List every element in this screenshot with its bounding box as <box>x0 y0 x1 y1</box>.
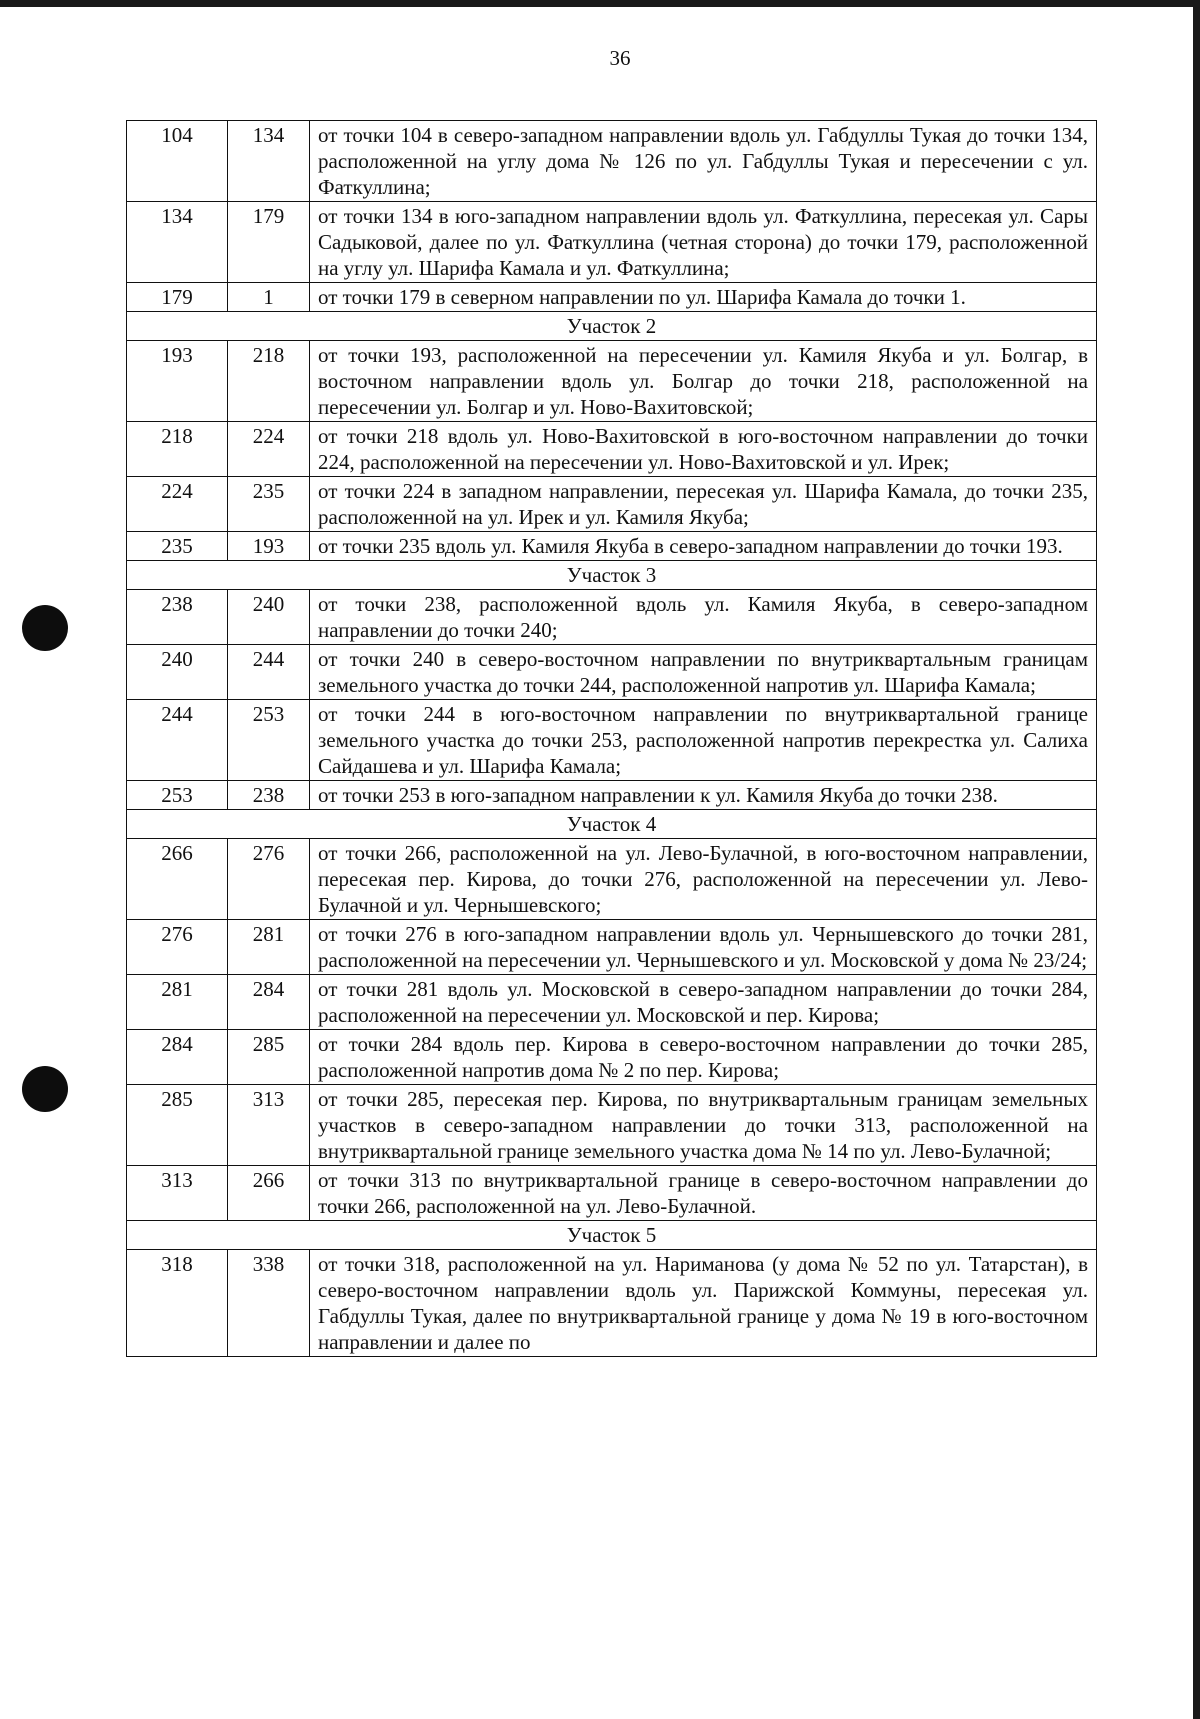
from-point-cell: 284 <box>127 1030 228 1085</box>
description-cell: от точки 224 в западном направлении, пересекая ул. Шарифа Камала, до точки 235, расположенной на ул. Ирек и ул. Камиля Якуба; <box>310 477 1097 532</box>
table-row <box>127 1085 1097 1166</box>
punch-hole-upper <box>22 605 68 651</box>
section-title: Участок 4 <box>127 810 1097 839</box>
description-cell: от точки 281 вдоль ул. Московской в северо-западном направлении до точки 284, расположенной на пересечении ул. Московской и пер. Кирова; <box>310 975 1097 1030</box>
to-point-cell: 338 <box>228 1250 310 1357</box>
description-cell: от точки 244 в юго-восточном направлении по внутриквартальной границе земельного участка до точки 253, расположенной напротив перекрестка ул. Салиха Сайдашева и ул. Шарифа Камала; <box>310 700 1097 781</box>
table-row <box>127 422 1097 477</box>
description-cell: от точки 284 вдоль пер. Кирова в северо-восточном направлении до точки 285, расположенной напротив дома № 2 по пер. Кирова; <box>310 1030 1097 1085</box>
table-row <box>127 590 1097 645</box>
from-point-cell: 134 <box>127 202 228 283</box>
table-row <box>127 477 1097 532</box>
table-row <box>127 202 1097 283</box>
from-point-cell: 179 <box>127 283 228 312</box>
to-point-cell: 218 <box>228 341 310 422</box>
section-row <box>127 810 1097 839</box>
from-point-cell: 276 <box>127 920 228 975</box>
from-point-cell: 224 <box>127 477 228 532</box>
from-point-cell: 104 <box>127 121 228 202</box>
description-cell: от точки 253 в юго-западном направлении к ул. Камиля Якуба до точки 238. <box>310 781 1097 810</box>
to-point-cell: 240 <box>228 590 310 645</box>
table-row <box>127 839 1097 920</box>
table-row <box>127 920 1097 975</box>
to-point-cell: 224 <box>228 422 310 477</box>
description-cell: от точки 104 в северо-западном направлении вдоль ул. Габдуллы Тукая до точки 134, расположенной на углу дома № 126 по ул. Габдуллы Тукая и пересечении с ул. Фаткуллина; <box>310 121 1097 202</box>
table-row <box>127 781 1097 810</box>
section-row <box>127 312 1097 341</box>
description-cell: от точки 318, расположенной на ул. Нариманова (у дома № 52 по ул. Татарстан), в северо-восточном направлении вдоль ул. Парижской Коммуны, пересекая ул. Габдуллы Тукая, далее по внутриквартальной границе у дома № 19 в юго-восточном направлении и далее по <box>310 1250 1097 1357</box>
description-cell: от точки 218 вдоль ул. Ново-Вахитовской в юго-восточном направлении до точки 224, расположенной на пересечении ул. Ново-Вахитовской и ул. Ирек; <box>310 422 1097 477</box>
description-cell: от точки 285, пересекая пер. Кирова, по внутриквартальным границам земельных участков в северо-западном направлении до точки 313, расположенной на внутриквартальной границе земельного участка дома № 14 по ул. Лево-Булачной; <box>310 1085 1097 1166</box>
description-cell: от точки 235 вдоль ул. Камиля Якуба в северо-западном направлении до точки 193. <box>310 532 1097 561</box>
from-point-cell: 313 <box>127 1166 228 1221</box>
from-point-cell: 244 <box>127 700 228 781</box>
to-point-cell: 134 <box>228 121 310 202</box>
section-row <box>127 1221 1097 1250</box>
to-point-cell: 244 <box>228 645 310 700</box>
punch-hole-lower <box>22 1066 68 1112</box>
to-point-cell: 193 <box>228 532 310 561</box>
boundary-table-body <box>127 121 1097 1357</box>
to-point-cell: 235 <box>228 477 310 532</box>
to-point-cell: 179 <box>228 202 310 283</box>
table-row <box>127 700 1097 781</box>
from-point-cell: 238 <box>127 590 228 645</box>
to-point-cell: 238 <box>228 781 310 810</box>
description-cell: от точки 179 в северном направлении по ул. Шарифа Камала до точки 1. <box>310 283 1097 312</box>
section-row <box>127 561 1097 590</box>
to-point-cell: 276 <box>228 839 310 920</box>
from-point-cell: 253 <box>127 781 228 810</box>
boundary-table <box>126 120 1097 1357</box>
from-point-cell: 266 <box>127 839 228 920</box>
table-row <box>127 975 1097 1030</box>
section-title: Участок 3 <box>127 561 1097 590</box>
table-row <box>127 1250 1097 1357</box>
from-point-cell: 240 <box>127 645 228 700</box>
to-point-cell: 266 <box>228 1166 310 1221</box>
table-row <box>127 121 1097 202</box>
description-cell: от точки 276 в юго-западном направлении вдоль ул. Чернышевского до точки 281, расположенной на пересечении ул. Чернышевского и ул. Московской у дома № 23/24; <box>310 920 1097 975</box>
from-point-cell: 193 <box>127 341 228 422</box>
to-point-cell: 281 <box>228 920 310 975</box>
description-cell: от точки 134 в юго-западном направлении вдоль ул. Фаткуллина, пересекая ул. Сары Садыковой, далее по ул. Фаткуллина (четная сторона) до точки 179, расположенной на углу ул. Шарифа Камала и ул. Фаткуллина; <box>310 202 1097 283</box>
description-cell: от точки 240 в северо-восточном направлении по внутриквартальным границам земельного участка до точки 244, расположенной напротив ул. Шарифа Камала; <box>310 645 1097 700</box>
to-point-cell: 313 <box>228 1085 310 1166</box>
from-point-cell: 281 <box>127 975 228 1030</box>
table-row <box>127 1166 1097 1221</box>
from-point-cell: 285 <box>127 1085 228 1166</box>
to-point-cell: 284 <box>228 975 310 1030</box>
scan-right-border <box>1193 0 1200 1719</box>
table-row <box>127 1030 1097 1085</box>
table-row <box>127 645 1097 700</box>
section-title: Участок 5 <box>127 1221 1097 1250</box>
from-point-cell: 235 <box>127 532 228 561</box>
from-point-cell: 318 <box>127 1250 228 1357</box>
to-point-cell: 285 <box>228 1030 310 1085</box>
description-cell: от точки 266, расположенной на ул. Лево-Булачной, в юго-восточном направлении, пересекая пер. Кирова, до точки 276, расположенной на пересечении ул. Лево-Булачной и ул. Чернышевского; <box>310 839 1097 920</box>
table-row <box>127 283 1097 312</box>
description-cell: от точки 238, расположенной вдоль ул. Камиля Якуба, в северо-западном направлении до точки 240; <box>310 590 1097 645</box>
from-point-cell: 218 <box>127 422 228 477</box>
table-row <box>127 532 1097 561</box>
to-point-cell: 253 <box>228 700 310 781</box>
page-number: 36 <box>609 46 631 70</box>
scan-top-border <box>0 0 1200 7</box>
description-cell: от точки 193, расположенной на пересечении ул. Камиля Якуба и ул. Болгар, в восточном направлении вдоль ул. Болгар до точки 218, расположенной на пересечении ул. Болгар и ул. Ново-Вахитовской; <box>310 341 1097 422</box>
to-point-cell: 1 <box>228 283 310 312</box>
table-row <box>127 341 1097 422</box>
description-cell: от точки 313 по внутриквартальной границе в северо-восточном направлении до точки 266, расположенной на ул. Лево-Булачной. <box>310 1166 1097 1221</box>
section-title: Участок 2 <box>127 312 1097 341</box>
